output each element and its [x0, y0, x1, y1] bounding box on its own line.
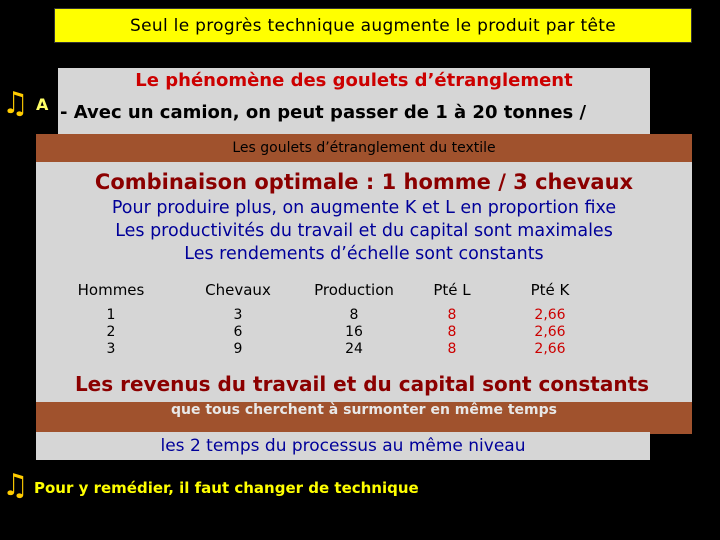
- table-cell: 2,66: [534, 307, 566, 323]
- music-note-icon: ♫: [2, 468, 29, 503]
- table-cell: 3: [106, 341, 116, 357]
- table-cell: 8: [447, 307, 457, 323]
- table-header: Pté L: [433, 281, 471, 299]
- table-col-pte-k: [510, 281, 590, 358]
- main-line-2: Les productivités du travail et du capital sont maximales: [115, 221, 613, 241]
- table-col-chevaux: [184, 281, 292, 358]
- table-cell: 9: [233, 341, 243, 357]
- bottom-line: les 2 temps du processus au même niveau: [160, 436, 526, 456]
- table-cell: 8: [349, 307, 359, 323]
- table-cell: 6: [233, 324, 243, 340]
- main-title: Combinaison optimale : 1 homme / 3 chevaux: [94, 170, 634, 194]
- table-header: Hommes: [77, 281, 145, 299]
- table-cell: 3: [233, 307, 243, 323]
- table-cell: 1: [106, 307, 116, 323]
- table-cell: 16: [345, 324, 363, 340]
- table-cell: 2,66: [534, 324, 566, 340]
- table-header: Pté K: [530, 281, 570, 299]
- table-col-hommes: [56, 281, 166, 358]
- textile-hidden-line: que tous cherchent à surmonter en même temps: [171, 402, 557, 418]
- bullet-letter: A: [36, 95, 49, 114]
- truck-line: - Avec un camion, on peut passer de 1 à 20 tonnes /: [60, 102, 587, 123]
- table-col-production: [294, 281, 414, 358]
- textile-title: Les goulets d’étranglement du textile: [232, 140, 496, 156]
- table-cell: 2: [106, 324, 116, 340]
- table-header: Chevaux: [205, 281, 271, 299]
- slide-title: Seul le progrès technique augmente le produit par tête: [54, 8, 692, 43]
- table-col-pte-l: [420, 281, 484, 358]
- music-note-icon: ♫: [2, 86, 29, 121]
- back-slide-heading: Le phénomène des goulets d’étranglement: [135, 70, 573, 91]
- table-cell: 8: [447, 341, 457, 357]
- remedy-line: Pour y remédier, il faut changer de technique: [34, 479, 419, 497]
- main-line-3: Les rendements d’échelle sont constants: [184, 244, 544, 264]
- table-header: Production: [314, 281, 394, 299]
- table-cell: 24: [345, 341, 363, 357]
- revenue-line: Les revenus du travail et du capital sont constants: [74, 372, 650, 396]
- table-cell: 8: [447, 324, 457, 340]
- table-cell: 2,66: [534, 341, 566, 357]
- main-line-1: Pour produire plus, on augmente K et L en proportion fixe: [111, 198, 617, 218]
